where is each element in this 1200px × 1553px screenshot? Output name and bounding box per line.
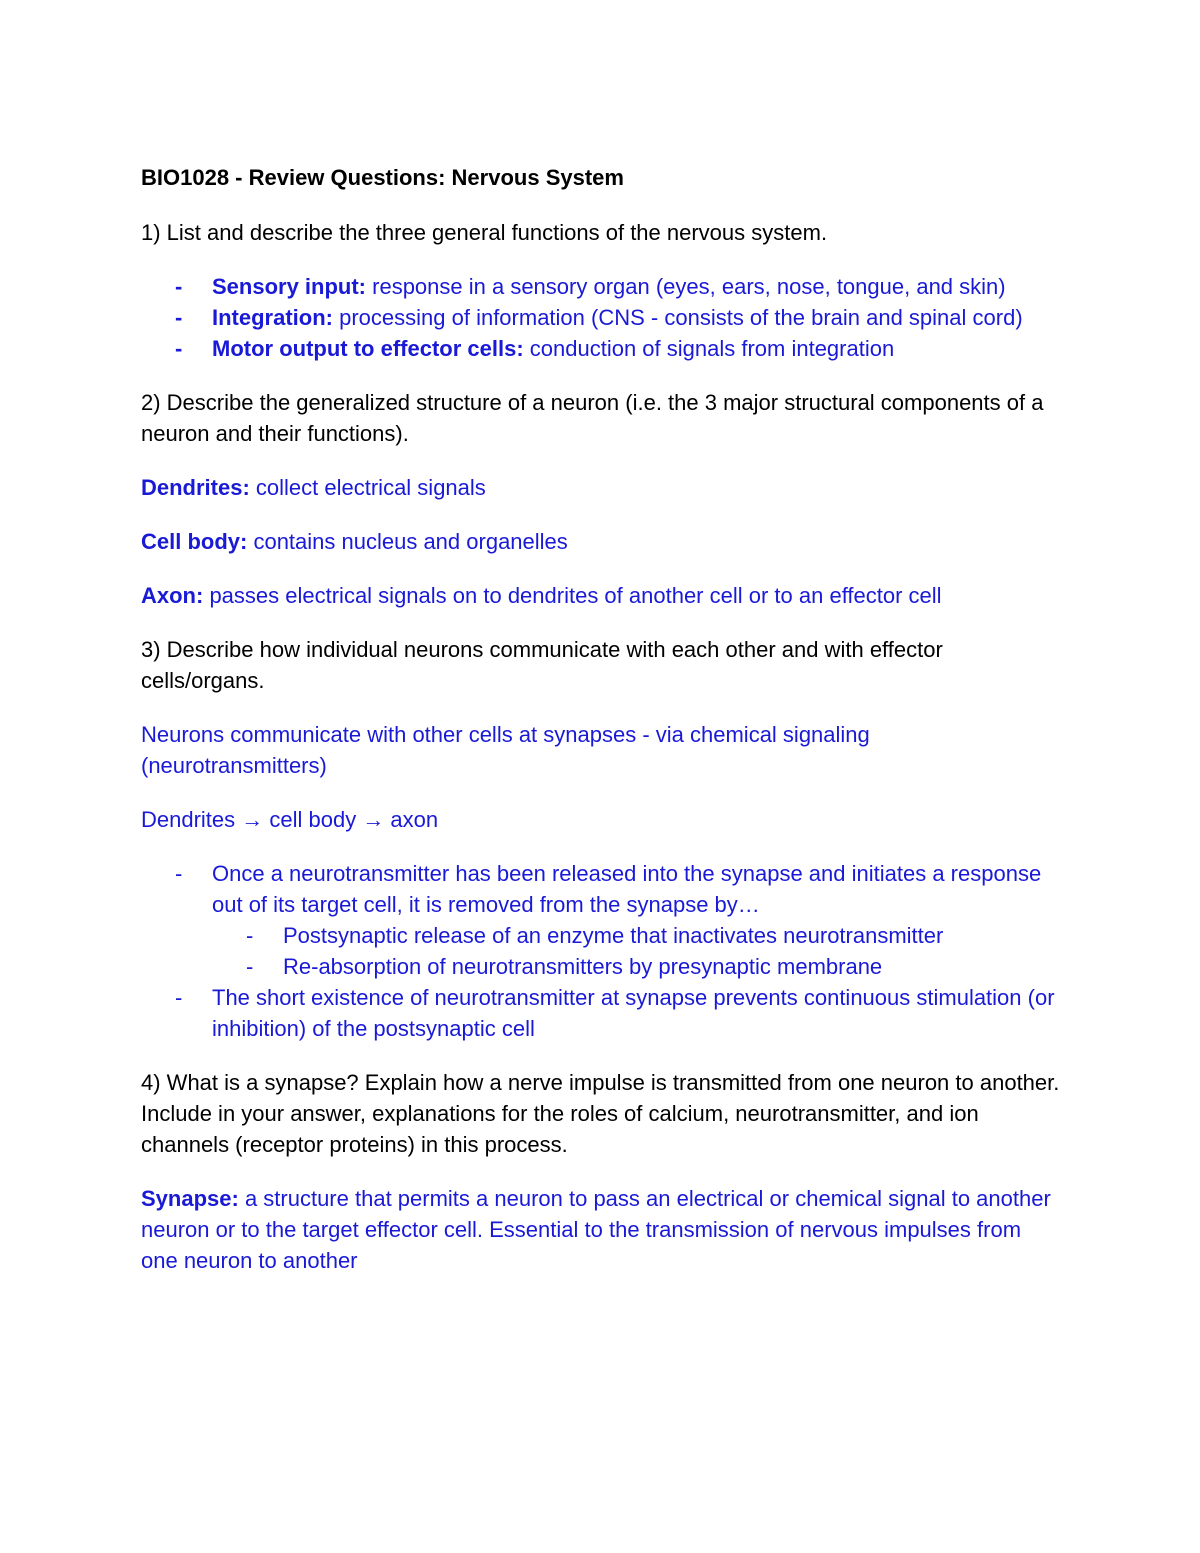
q1-item-sensory-input bbox=[141, 271, 1061, 302]
definition: a structure that permits a neuron to pass an electrical or chemical signal to another neuron or to the target effector cell. Essential to the transmission of nervous impulses from one neuron to another bbox=[141, 1186, 1051, 1273]
q1-answer-list bbox=[141, 271, 1061, 364]
definition: processing of information (CNS - consists of the brain and spinal cord) bbox=[333, 305, 1023, 330]
q1-item-integration bbox=[141, 302, 1061, 333]
q1-item-motor-output bbox=[141, 333, 1061, 364]
term: Dendrites: bbox=[141, 475, 250, 500]
q3-answer-paragraph-2: Dendrites → cell body → axon bbox=[141, 807, 439, 832]
question-1: 1) List and describe the three general functions of the nervous system. bbox=[141, 220, 828, 245]
q4-answer-synapse bbox=[141, 1183, 1061, 1276]
definition: contains nucleus and organelles bbox=[247, 529, 568, 554]
q3-sub-bullet: - Re-absorption of neurotransmitters by presynaptic membrane bbox=[212, 951, 1061, 982]
question-2: 2) Describe the generalized structure of a neuron (i.e. the 3 major structural components of a neuron and their functions). bbox=[141, 390, 1044, 446]
definition: collect electrical signals bbox=[249, 475, 486, 500]
question-4: 4) What is a synapse? Explain how a nerve impulse is transmitted from one neuron to another. Include in your answer, explanations for the roles of calcium, neurotransmitter, and ion channels (receptor proteins) in this process. bbox=[141, 1070, 1060, 1157]
q3-bullet-1 bbox=[141, 858, 1061, 982]
term: Axon: bbox=[141, 583, 204, 608]
document-page bbox=[141, 162, 1061, 1299]
q3-answer-list bbox=[141, 858, 1061, 1044]
term: Cell body: bbox=[141, 529, 248, 554]
q3-sub-list bbox=[212, 920, 1061, 982]
question-3: 3) Describe how individual neurons communicate with each other and with effector cells/organs. bbox=[141, 637, 943, 693]
bullet-text: Once a neurotransmitter has been released into the synapse and initiates a response out of its target cell, it is removed from the synapse by… bbox=[212, 861, 1042, 917]
document-title: BIO1028 - Review Questions: Nervous System bbox=[141, 165, 624, 190]
term: Integration: bbox=[212, 305, 333, 330]
q3-answer-paragraph-1: Neurons communicate with other cells at synapses - via chemical signaling (neurotransmitters) bbox=[141, 722, 870, 778]
term: Sensory input: bbox=[212, 274, 367, 299]
definition: response in a sensory organ (eyes, ears, nose, tongue, and skin) bbox=[366, 274, 1006, 299]
q2-answer-cell-body bbox=[141, 526, 1061, 557]
definition: passes electrical signals on to dendrites of another cell or to an effector cell bbox=[203, 583, 942, 608]
q2-answer-dendrites bbox=[141, 472, 1061, 503]
q3-sub-bullet: - Postsynaptic release of an enzyme that inactivates neurotransmitter bbox=[212, 920, 1061, 951]
q2-answer-axon bbox=[141, 580, 1061, 611]
definition: conduction of signals from integration bbox=[523, 336, 895, 361]
q3-bullet-2: - The short existence of neurotransmitter at synapse prevents continuous stimulation (or inhibition) of the postsynaptic cell bbox=[141, 982, 1061, 1044]
term: Motor output to effector cells: bbox=[212, 336, 524, 361]
term: Synapse: bbox=[141, 1186, 239, 1211]
